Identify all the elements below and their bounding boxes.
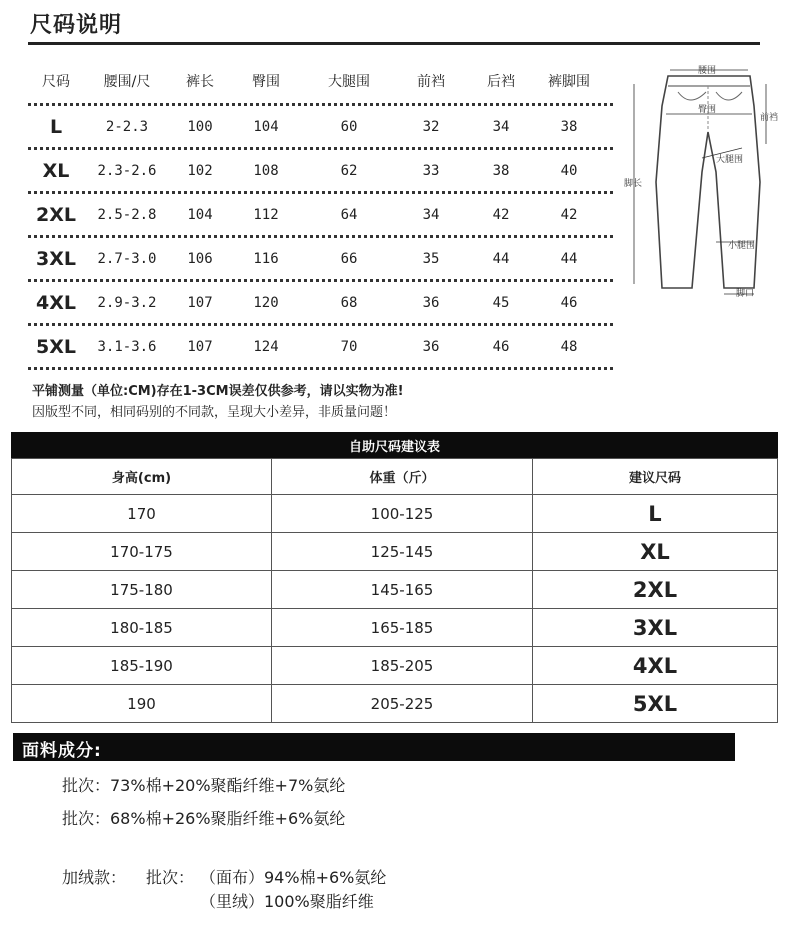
size-cell: XL xyxy=(42,159,70,182)
waist-cell: 2.3-2.6 xyxy=(97,162,157,179)
fleece-lining-fabric: （里绒）100%聚脂纤维 xyxy=(200,892,374,911)
recommendation-title: 自助尺码建议表 xyxy=(11,432,778,458)
recommendation-row xyxy=(12,608,777,646)
header-cell: 体重（斤） xyxy=(272,459,533,494)
thigh-cell: 70 xyxy=(340,338,358,355)
weight-cell: 185-205 xyxy=(272,647,533,684)
weight-cell: 100-125 xyxy=(272,495,533,532)
header-cell: 裤脚围 xyxy=(548,73,590,90)
back-rise-cell: 38 xyxy=(492,162,510,179)
height-cell: 185-190 xyxy=(12,647,272,684)
size-cell: 5XL xyxy=(36,335,76,358)
length-cell: 100 xyxy=(187,118,213,135)
height-cell: 180-185 xyxy=(12,609,272,646)
recommendation-row xyxy=(12,494,777,532)
thigh-label: 大腿围 xyxy=(716,155,744,165)
hip-cell: 124 xyxy=(253,338,279,355)
header-cell: 腰围/尺 xyxy=(103,73,151,90)
back-rise-cell: 34 xyxy=(492,118,510,135)
thigh-cell: 68 xyxy=(340,294,358,311)
size-cell: 2XL xyxy=(36,203,76,226)
hem-cell: 48 xyxy=(560,338,578,355)
length-label: 脚长 xyxy=(624,179,643,189)
hip-cell: 112 xyxy=(253,206,279,223)
size-chart-table xyxy=(28,58,613,370)
pants-outline-icon xyxy=(620,62,785,302)
recommendation-row xyxy=(12,646,777,684)
title-divider xyxy=(28,42,760,45)
back-rise-cell: 46 xyxy=(492,338,510,355)
size-cell: 2XL xyxy=(632,577,678,602)
size-row xyxy=(28,326,613,370)
size-chart-header-row xyxy=(28,58,613,106)
size-cell: 5XL xyxy=(632,691,678,716)
fleece-label: 加绒款： xyxy=(62,868,127,887)
front-rise-cell: 36 xyxy=(422,338,440,355)
size-cell: 4XL xyxy=(632,653,678,678)
front-rise-cell: 33 xyxy=(422,162,440,179)
header-cell: 尺码 xyxy=(42,73,70,90)
hip-label: 臀围 xyxy=(698,105,717,115)
length-cell: 104 xyxy=(187,206,213,223)
height-cell: 170 xyxy=(12,495,272,532)
hip-cell: 116 xyxy=(253,250,279,267)
back-rise-cell: 44 xyxy=(492,250,510,267)
weight-cell: 205-225 xyxy=(272,685,533,722)
weight-cell: 125-145 xyxy=(272,533,533,570)
waist-label: 腰围 xyxy=(698,66,717,76)
size-cell: 3XL xyxy=(632,615,678,640)
header-cell: 大腿围 xyxy=(328,73,370,90)
fabric-title-bar xyxy=(13,733,735,761)
size-cell: 4XL xyxy=(36,291,76,314)
recommendation-row xyxy=(12,570,777,608)
header-cell: 前裆 xyxy=(417,73,445,90)
style-note: 因版型不同，相同码别的不同款，呈现大小差异，非质量问题！ xyxy=(32,405,397,420)
waist-cell: 2-2.3 xyxy=(105,118,149,135)
size-row xyxy=(28,238,613,282)
header-cell: 臀围 xyxy=(252,73,280,90)
front-rise-cell: 35 xyxy=(422,250,440,267)
size-row xyxy=(28,194,613,238)
front-rise-cell: 34 xyxy=(422,206,440,223)
waist-cell: 2.9-3.2 xyxy=(97,294,157,311)
back-rise-cell: 45 xyxy=(492,294,510,311)
height-cell: 170-175 xyxy=(12,533,272,570)
back-rise-cell: 42 xyxy=(492,206,510,223)
weight-cell: 145-165 xyxy=(272,571,533,608)
height-cell: 190 xyxy=(12,685,272,722)
size-cell: L xyxy=(648,501,662,526)
size-row xyxy=(28,150,613,194)
pants-measurement-diagram xyxy=(620,62,785,302)
thigh-cell: 62 xyxy=(340,162,358,179)
fleece-face-fabric: （面布）94%棉+6%氨纶 xyxy=(200,868,387,887)
hem-label: 脚口 xyxy=(736,289,755,299)
hem-cell: 44 xyxy=(560,250,578,267)
hip-cell: 120 xyxy=(253,294,279,311)
hem-cell: 40 xyxy=(560,162,578,179)
length-cell: 102 xyxy=(187,162,213,179)
length-cell: 107 xyxy=(187,338,213,355)
fabric-batch-1: 批次：73%棉+20%聚酯纤维+7%氨纶 xyxy=(62,776,346,795)
thigh-cell: 66 xyxy=(340,250,358,267)
front-rise-label: 前裆 xyxy=(760,113,779,123)
length-cell: 106 xyxy=(187,250,213,267)
waist-cell: 2.5-2.8 xyxy=(97,206,157,223)
front-rise-cell: 32 xyxy=(422,118,440,135)
fabric-title: 面料成分: xyxy=(22,741,102,761)
hem-cell: 38 xyxy=(560,118,578,135)
fabric-batch-2: 批次：68%棉+26%聚脂纤维+6%氨纶 xyxy=(62,809,346,828)
measurement-note: 平铺测量（单位:CM)存在1-3CM误差仅供参考，请以实物为准! xyxy=(32,384,404,399)
size-cell: 3XL xyxy=(36,247,76,270)
weight-cell: 165-185 xyxy=(272,609,533,646)
header-cell: 建议尺码 xyxy=(628,471,681,486)
front-rise-cell: 36 xyxy=(422,294,440,311)
fleece-batch-label: 批次： xyxy=(146,868,195,887)
size-row xyxy=(28,282,613,326)
recommendation-row xyxy=(12,532,777,570)
recommendation-table xyxy=(11,458,778,723)
waist-cell: 3.1-3.6 xyxy=(97,338,157,355)
header-cell: 裤长 xyxy=(186,73,214,90)
calf-label: 小腿围 xyxy=(728,241,756,251)
waist-cell: 2.7-3.0 xyxy=(97,250,157,267)
page-title: 尺码说明 xyxy=(30,13,123,38)
recommendation-header-row xyxy=(12,459,777,494)
size-cell: XL xyxy=(640,539,670,564)
thigh-cell: 64 xyxy=(340,206,358,223)
length-cell: 107 xyxy=(187,294,213,311)
hem-cell: 46 xyxy=(560,294,578,311)
header-cell: 后裆 xyxy=(487,73,515,90)
header-cell: 身高(cm) xyxy=(12,459,272,494)
height-cell: 175-180 xyxy=(12,571,272,608)
size-row xyxy=(28,106,613,150)
recommendation-row xyxy=(12,684,777,722)
hip-cell: 104 xyxy=(253,118,279,135)
thigh-cell: 60 xyxy=(340,118,358,135)
hem-cell: 42 xyxy=(560,206,578,223)
hip-cell: 108 xyxy=(253,162,279,179)
size-cell: L xyxy=(49,115,63,138)
